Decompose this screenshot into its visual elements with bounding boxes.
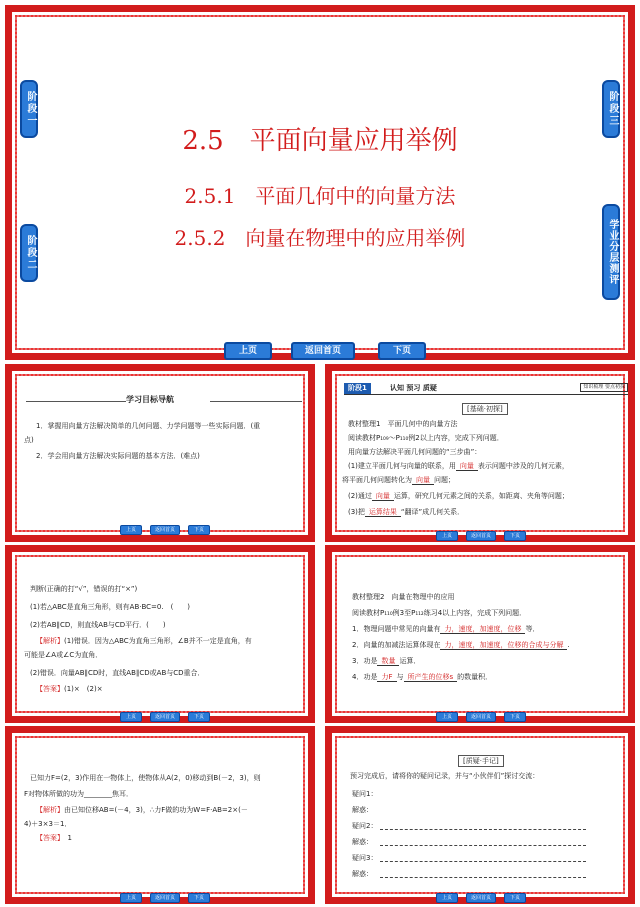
home-button[interactable]: 返回首页 — [150, 525, 180, 535]
text-line — [352, 656, 420, 666]
prev-page-button[interactable]: 上页 — [436, 712, 458, 722]
objective-1: 1．掌握用向量方法解决简单的几何问题、力学问题等一些实际问题．(重 — [36, 422, 261, 430]
text-segment: 运算，研究几何元素之间的关系，如距离、夹角等问题； — [393, 492, 569, 500]
question-2-blank[interactable] — [380, 829, 586, 830]
text-line: (2)若AB∥CD，则直线AB与CD平行．( ) — [30, 621, 166, 629]
text-line — [352, 672, 492, 682]
slide-preview[interactable] — [325, 364, 635, 542]
prev-page-button[interactable]: 上页 — [436, 531, 458, 541]
stage-title: 认知 预习 质疑 — [390, 384, 437, 392]
objectives-heading: 学习目标导航 — [126, 395, 174, 404]
text-segment: (3)把 — [348, 508, 365, 516]
slide-cover[interactable] — [5, 5, 635, 360]
next-page-button[interactable]: 下页 — [188, 893, 210, 903]
home-button[interactable]: 返回首页 — [150, 893, 180, 903]
next-page-button[interactable]: 下页 — [188, 712, 210, 722]
text-line: 4)＋3×3＝1． — [24, 820, 72, 828]
next-page-button[interactable]: 下页 — [188, 525, 210, 535]
answer-1-label: 解惑： — [352, 806, 373, 814]
fill-answer: 力F — [377, 673, 396, 682]
text-segment: . — [567, 641, 570, 649]
fill-answer: 数量 — [377, 657, 399, 666]
home-button[interactable]: 返回首页 — [466, 531, 496, 541]
next-page-button[interactable]: 下页 — [378, 342, 426, 360]
text-segment: (1)建立平面几何与向量的联系，用 — [348, 462, 456, 470]
text-line — [36, 833, 72, 843]
fill-answer: 向量 — [412, 476, 434, 485]
text-segment: 等． — [525, 625, 540, 633]
text-segment: “翻译”成几何关系． — [400, 508, 465, 516]
subtitle-1: 2.5.1 平面几何中的向量方法 — [184, 184, 456, 208]
text-line: F对物体所做的功为________焦耳． — [24, 790, 134, 798]
text-line: 可能是∠A或∠C为直角． — [24, 651, 103, 659]
text-segment: 4．功是 — [352, 673, 378, 681]
answer-3-blank[interactable] — [380, 877, 586, 878]
text-line — [36, 684, 103, 694]
text-line — [36, 636, 252, 646]
text-segment: (1)× (2)× — [64, 685, 103, 693]
text-line — [352, 624, 539, 634]
text-segment: (1)错误．因为△ABC为直角三角形，∠B并不一定是直角，有 — [64, 637, 252, 645]
text-segment: (2)通过 — [348, 492, 372, 500]
page-title: 2.5 平面向量应用举例 — [182, 126, 458, 156]
text-segment: 1．物理问题中常见的向量有 — [352, 625, 441, 633]
text-line — [36, 805, 248, 815]
slide-physics[interactable] — [325, 545, 635, 723]
text-line: 教材整理1 平面几何中的向量方法 — [348, 420, 458, 428]
fill-answer: 所产生的位移s — [404, 673, 458, 682]
analysis-tag: 【解析】 — [36, 637, 64, 645]
text-segment: 2．向量的加减法运算体现在 — [352, 641, 441, 649]
side-tab-stage2[interactable]: 阶段二 — [20, 224, 38, 282]
question-3-blank[interactable] — [380, 861, 586, 862]
home-button[interactable]: 返回首页 — [466, 712, 496, 722]
text-segment: 的数量积． — [457, 673, 493, 681]
answer-3-label: 解惑： — [352, 870, 373, 878]
prev-page-button[interactable]: 上页 — [120, 893, 142, 903]
home-button[interactable]: 返回首页 — [466, 893, 496, 903]
text-line: (1)若△ABC是直角三角形，则有AB·BC=0. ( ) — [30, 603, 191, 611]
heading-rule-right — [210, 401, 302, 402]
answer-tag: 【答案】 — [36, 685, 64, 693]
stage-bar — [344, 383, 628, 395]
home-button[interactable]: 返回首页 — [291, 342, 355, 360]
next-page-button[interactable]: 下页 — [504, 531, 526, 541]
side-tab-stage1[interactable]: 阶段一 — [20, 80, 38, 138]
prev-page-button[interactable]: 上页 — [436, 893, 458, 903]
text-segment: 1 — [67, 834, 72, 842]
text-line — [352, 640, 570, 650]
stage-badge: 阶段1 — [344, 383, 371, 394]
next-page-button[interactable]: 下页 — [504, 712, 526, 722]
fill-answer: 力，速度，加速度，位移 — [440, 625, 525, 634]
text-line — [342, 475, 455, 485]
text-line: 用向量方法解决平面几何问题的“三步曲”： — [348, 448, 482, 456]
section-box: [基础·初探] — [462, 403, 508, 415]
fill-answer: 运算结果 — [365, 508, 401, 517]
text-segment: 表示问题中涉及的几何元素， — [477, 462, 569, 470]
slide-objectives[interactable] — [5, 364, 315, 542]
heading-rule-left — [26, 401, 126, 402]
text-segment: 3．功是 — [352, 657, 378, 665]
text-segment: 与 — [396, 673, 404, 681]
question-1-label: 疑问1： — [352, 790, 378, 798]
text-line: 阅读教材P₁₁₀例3至P₁₁₂练习4以上内容，完成下列问题． — [352, 609, 527, 617]
side-tab-stage3[interactable]: 阶段三 — [602, 80, 620, 138]
prev-page-button[interactable]: 上页 — [120, 712, 142, 722]
objective-2: 2．学会用向量方法解决实际问题的基本方法．(难点) — [36, 452, 200, 460]
next-page-button[interactable]: 下页 — [504, 893, 526, 903]
fill-answer: 力，速度，加速度，位移的合成与分解 — [440, 641, 567, 650]
slide-judge[interactable] — [5, 545, 315, 723]
answer-2-label: 解惑： — [352, 838, 373, 846]
fill-answer: 向量 — [456, 462, 478, 471]
question-2-label: 疑问2： — [352, 822, 378, 830]
text-segment: 将平面几何问题转化为 — [342, 476, 412, 484]
answer-tag: 【答案】 — [36, 834, 61, 842]
text-line — [348, 507, 464, 517]
slide-questions[interactable] — [325, 726, 635, 904]
answer-2-blank[interactable] — [380, 845, 586, 846]
side-tab-assessment[interactable]: 学业分层测评 — [602, 204, 620, 300]
text-line: (2)错误．向量AB∥CD时，直线AB∥CD或AB与CD重合． — [30, 669, 205, 677]
text-line — [348, 461, 569, 471]
fill-answer: 向量 — [372, 492, 394, 501]
text-line: 判断(正确的打“√”，错误的打“×”) — [30, 585, 138, 593]
question-3-label: 疑问3： — [352, 854, 378, 862]
text-line: 已知力F=(2，3)作用在一物体上，使物体从A(2，0)移动到B(－2，3)，则 — [30, 774, 261, 782]
text-segment: 由已知位移AB=(－4，3)，∴力F做的功为W=F·AB=2×(－ — [64, 806, 248, 814]
text-segment: 运算． — [399, 657, 421, 665]
objective-1-cont: 点) — [24, 436, 34, 444]
slide-exercise[interactable] — [5, 726, 315, 904]
text-line: 阅读教材P₁₀₉～P₁₁₀例2以上内容，完成下列问题． — [348, 434, 504, 442]
analysis-tag: 【解析】 — [36, 806, 64, 814]
text-line: 预习完成后，请将你的疑问记录，并与“小伙伴们”探讨交流： — [350, 772, 540, 780]
prev-page-button[interactable]: 上页 — [120, 525, 142, 535]
section-box: [质疑·手记] — [458, 755, 504, 767]
text-segment: 问题； — [434, 476, 455, 484]
home-button[interactable]: 返回首页 — [150, 712, 180, 722]
subtitle-2: 2.5.2 向量在物理中的应用举例 — [174, 226, 466, 250]
stage-right-label: 知识梳理 要点初探 — [580, 383, 628, 392]
text-line: 教材整理2 向量在物理中的应用 — [352, 593, 455, 601]
text-line — [348, 491, 569, 501]
prev-page-button[interactable]: 上页 — [224, 342, 272, 360]
